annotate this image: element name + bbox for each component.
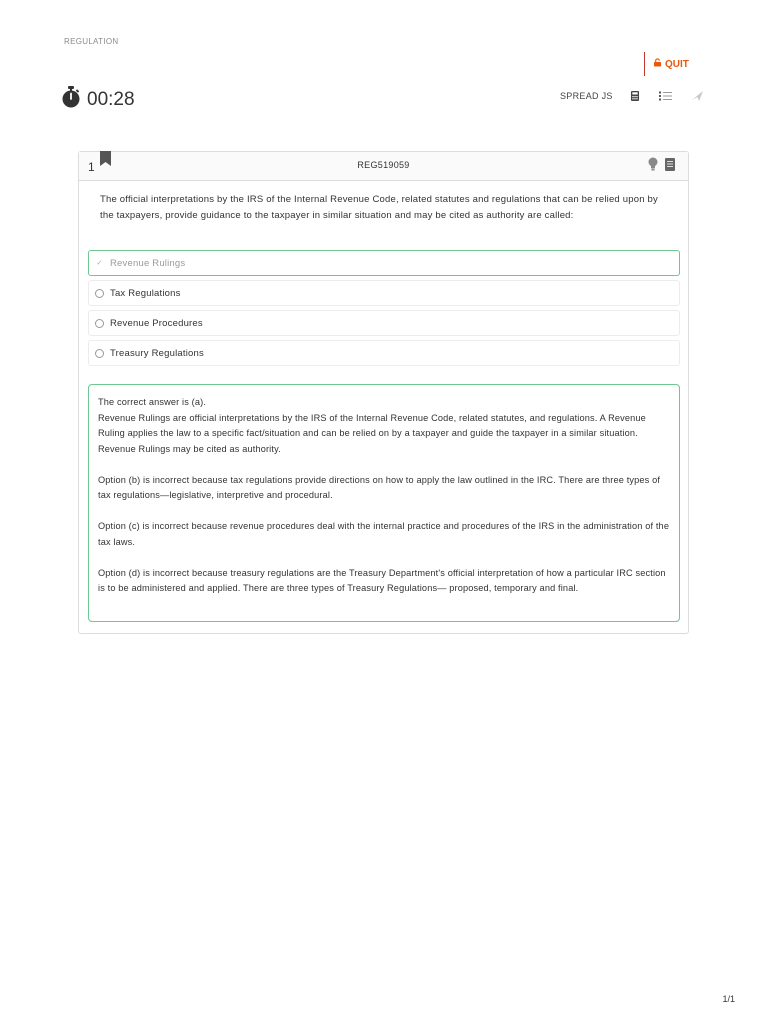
question-id: REG519059 xyxy=(357,160,410,170)
notes-icon[interactable] xyxy=(665,158,675,176)
quit-divider xyxy=(644,52,645,76)
radio-button[interactable] xyxy=(95,349,104,358)
question-number: 1 xyxy=(88,160,95,174)
radio-button[interactable] xyxy=(95,319,104,328)
timer-display: 00:28 xyxy=(87,88,135,110)
explanation-panel xyxy=(88,384,680,622)
option-b[interactable] xyxy=(88,280,680,306)
question-card xyxy=(78,151,689,634)
option-c[interactable] xyxy=(88,310,680,336)
explanation-option-b: Option (b) is incorrect because tax regulations provide directions on how to apply the law outlined in the IRC. There are three types of tax regulations—legislative, interpretive and procedural. xyxy=(98,474,661,500)
calculator-icon[interactable] xyxy=(631,91,639,101)
question-text: The official interpretations by the IRS of the Internal Revenue Code, related statutes and regulations that can be relied upon by the taxpayers, provide guidance to the taxpayer in similar situation and may be cited as authority are called: xyxy=(100,194,658,221)
correct-answer-line: The correct answer is (a). xyxy=(98,397,207,407)
section-label: REGULATION xyxy=(64,37,119,46)
explanation-paragraph xyxy=(98,395,670,457)
option-label: Tax Regulations xyxy=(110,287,181,299)
explanation-option-c: Option (c) is incorrect because revenue procedures deal with the internal practice and procedures of the IRS in the administration of the tax laws. xyxy=(98,521,670,547)
option-d[interactable] xyxy=(88,340,680,366)
explanation-text: Revenue Rulings are official interpretations by the IRS of the Internal Revenue Code, related statutes, and regulations. A Revenue Ruling applies the law to a specific fact/situation and can be relied on by a taxpayer and guide the taxpayer in a similar situation. Revenue Rulings may be cited as authority. xyxy=(98,412,646,454)
option-a[interactable] xyxy=(88,250,680,276)
toolbar xyxy=(560,91,723,101)
quit-label: QUIT xyxy=(665,58,689,70)
page-number: 1/1 xyxy=(722,994,735,1004)
check-icon: ✓ xyxy=(96,260,103,267)
lightbulb-icon[interactable] xyxy=(648,157,658,176)
stopwatch-icon xyxy=(61,86,81,113)
option-label: Treasury Regulations xyxy=(110,347,204,359)
answer-options xyxy=(88,250,680,370)
radio-button[interactable] xyxy=(95,289,104,298)
option-label: Revenue Rulings xyxy=(110,257,186,269)
timer xyxy=(61,86,135,113)
numbered-list-icon[interactable] xyxy=(659,91,672,101)
lock-open-icon xyxy=(653,58,662,70)
send-icon[interactable] xyxy=(692,91,703,101)
option-label: Revenue Procedures xyxy=(110,317,203,329)
quit-button[interactable] xyxy=(653,58,689,70)
explanation-option-d: Option (d) is incorrect because treasury regulations are the Treasury Department's official interpretation of how a particular IRC section is to be administered and applied. There are three types of Treasury Regulations— proposed, temporary and final. xyxy=(98,567,666,593)
question-header xyxy=(79,152,688,181)
spreadsheet-button[interactable]: SPREAD JS xyxy=(560,91,613,101)
